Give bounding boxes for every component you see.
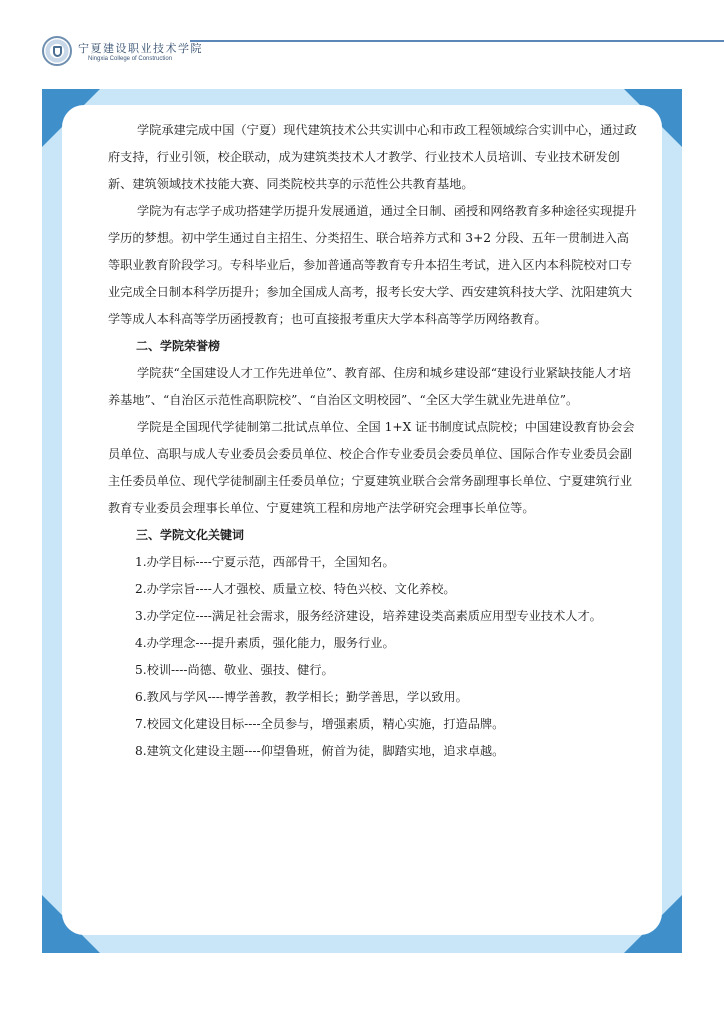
keyword-item: 5.校训----尚德、敬业、强技、健行。 — [135, 663, 334, 677]
college-name-cn: 宁夏建设职业技术学院 — [78, 42, 203, 55]
paragraph-memberships: 学院是全国现代学徒制第二批试点单位、全国 1+X 证书制度试点院校；中国建设教育协会会员单位、高职与成人专业委员会委员单位、校企合作专业委员会委员单位、国际合作专业委员会副主任委员单位、现代学徒制副主任委员单位；宁夏建筑业联合会常务副理事长单位、宁夏建筑行业教育专业委员会理事长单位、宁夏建筑工程和房地产法学研究会理事长单位等。 — [108, 420, 635, 515]
keyword-item: 6.教风与学风----博学善教，教学相长；勤学善思，学以致用。 — [135, 690, 468, 704]
section-heading-honors: 二、学院荣誉榜 — [136, 339, 221, 353]
section-heading-culture-keywords: 三、学院文化关键词 — [136, 528, 245, 542]
college-name-en: Ningxia College of Construction — [88, 56, 173, 62]
keyword-item: 1.办学目标----宁夏示范，西部骨干，全国知名。 — [135, 555, 395, 569]
paragraph-honors: 学院获“全国建设人才工作先进单位”、教育部、住房和城乡建设部“建设行业紧缺技能人才培养基地”、“自治区示范性高职院校”、“自治区文明校园”、“全区大学生就业先进单位”。 — [108, 366, 632, 407]
keyword-item: 8.建筑文化建设主题----仰望鲁班，俯首为徒，脚踏实地，追求卓越。 — [135, 744, 505, 758]
keyword-item: 2.办学宗旨----人才强校、质量立校、特色兴校、文化养校。 — [135, 582, 456, 596]
paragraph-education-pathways: 学院为有志学子成功搭建学历提升发展通道，通过全日制、函授和网络教育多种途径实现提升学历的梦想。初中学生通过自主招生、分类招生、联合培养方式和 3+2 分段、五年一贯制进入高等职业教育阶段学习。专科毕业后，参加普通高等教育专升本招生考试，进入区内本科院校对口专业完成全日制本科学历提升；参加全国成人高考，报考长安大学、西安建筑科技大学、沈阳建筑大学等成人本科高等学历函授教育；也可直接报考重庆大学本科高等学历网络教育。 — [108, 204, 637, 326]
header-rule — [190, 40, 724, 42]
college-logo-icon — [42, 36, 72, 66]
keyword-item: 4.办学理念----提升素质，强化能力，服务行业。 — [135, 636, 395, 650]
page-header — [0, 0, 724, 80]
paragraph-training-center: 学院承建完成中国（宁夏）现代建筑技术公共实训中心和市政工程领域综合实训中心，通过政府支持，行业引领，校企联动，成为建筑类技术人才教学、行业技术人员培训、专业技术研发创新、建筑领域技术技能大赛、同类院校共享的示范性公共教育基地。 — [108, 123, 637, 191]
keyword-item: 3.办学定位----满足社会需求，服务经济建设，培养建设类高素质应用型专业技术人才。 — [135, 609, 602, 623]
document-body — [108, 117, 638, 765]
keyword-item: 7.校园文化建设目标----全员参与，增强素质，精心实施，打造品牌。 — [135, 717, 505, 731]
